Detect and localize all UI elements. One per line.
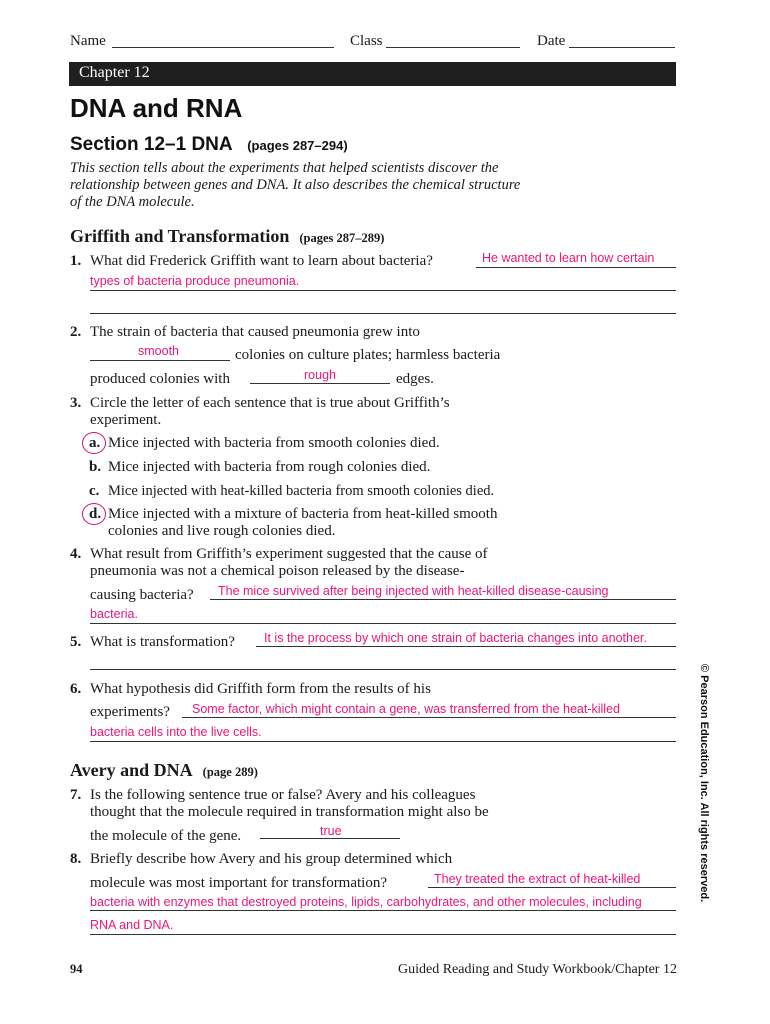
page-title: DNA and RNA	[70, 93, 243, 123]
q6-answer-1: Some factor, which might contain a gene, was transferred from the heat-killed	[192, 702, 620, 716]
q5-answer-line-1[interactable]	[256, 646, 676, 647]
q3-option-b-letter[interactable]: b.	[89, 459, 102, 475]
q3-option-a-letter[interactable]: a.	[89, 435, 101, 451]
q8-answer-3: RNA and DNA.	[90, 918, 174, 932]
q7-text-3: the molecule of the gene.	[90, 828, 242, 844]
q6-text-2: experiments?	[90, 704, 170, 720]
q3-option-c-letter[interactable]: c.	[89, 483, 100, 499]
copyright-side-note: © Pearson Education, Inc. All rights reserved.	[698, 664, 710, 903]
chapter-label: Chapter 12	[79, 64, 150, 81]
q8-answer-1: They treated the extract of heat-killed	[434, 872, 641, 886]
q2-number: 2.	[70, 324, 82, 340]
q5-answer-line-2[interactable]	[90, 669, 676, 670]
q3-option-b-text: Mice injected with bacteria from rough colonies died.	[108, 459, 431, 475]
q4-text-2: pneumonia was not a chemical poison released by the disease-	[90, 563, 465, 579]
date-field[interactable]	[569, 47, 675, 48]
q8-text-1: Briefly describe how Avery and his group determined which	[90, 851, 453, 867]
class-field[interactable]	[386, 47, 520, 48]
q4-text-3: causing bacteria?	[90, 587, 194, 603]
q4-text-1: What result from Griffith’s experiment suggested that the cause of	[90, 546, 488, 562]
q8-number: 8.	[70, 851, 82, 867]
q8-answer-line-2[interactable]	[90, 910, 676, 911]
q2-answer-2: rough	[304, 368, 336, 382]
q6-answer-2: bacteria cells into the live cells.	[90, 725, 262, 739]
q1-answer-line-3[interactable]	[90, 313, 676, 314]
q2-text-1: The strain of bacteria that caused pneumonia grew into	[90, 324, 420, 340]
q1-number: 1.	[70, 253, 82, 269]
griffith-heading	[70, 226, 384, 247]
avery-heading-title: Avery and DNA	[70, 760, 193, 780]
q1-answer-line-2[interactable]	[90, 290, 676, 291]
footer-book-title: Guided Reading and Study Workbook/Chapter 12	[398, 962, 677, 977]
q2-blank-1[interactable]	[90, 360, 230, 361]
section-heading	[70, 134, 348, 156]
q1-answer-line-1[interactable]	[476, 267, 676, 268]
q6-number: 6.	[70, 681, 82, 697]
q3-text-2: experiment.	[90, 412, 162, 428]
q3-option-d-letter[interactable]: d.	[89, 506, 102, 522]
name-field[interactable]	[112, 47, 334, 48]
q3-option-d-cont: colonies and live rough colonies died.	[108, 523, 336, 539]
q7-answer: true	[320, 824, 342, 838]
intro-line: relationship between genes and DNA. It also describes the chemical structure	[70, 177, 521, 193]
q7-text-2: thought that the molecule required in transformation might also be	[90, 804, 489, 820]
q3-option-c-text: Mice injected with heat-killed bacteria from smooth colonies died.	[108, 483, 495, 499]
q1-answer-1: He wanted to learn how certain	[482, 251, 655, 265]
q1-text: What did Frederick Griffith want to learn about bacteria?	[90, 253, 433, 269]
q8-answer-2: bacteria with enzymes that destroyed proteins, lipids, carbohydrates, and other molecules, including	[90, 895, 642, 909]
q2-answer-1: smooth	[138, 344, 179, 358]
intro-line: of the DNA molecule.	[70, 194, 195, 210]
name-label: Name	[70, 33, 106, 49]
class-label: Class	[350, 33, 383, 49]
q8-text-2: molecule was most important for transformation?	[90, 875, 388, 891]
q7-number: 7.	[70, 787, 82, 803]
q3-option-a-text: Mice injected with bacteria from smooth colonies died.	[108, 435, 440, 451]
q1-answer-2: types of bacteria produce pneumonia.	[90, 274, 300, 288]
q4-answer-line-1[interactable]	[210, 599, 676, 600]
q2-text-3: produced colonies with	[90, 371, 230, 387]
q8-answer-line-3[interactable]	[90, 934, 676, 935]
griffith-heading-pages: (pages 287–289)	[299, 231, 385, 245]
date-label: Date	[537, 33, 566, 49]
q2-blank-2[interactable]	[250, 383, 390, 384]
q3-text-1: Circle the letter of each sentence that is true about Griffith’s	[90, 395, 450, 411]
page-number: 94	[70, 962, 83, 976]
section-pages: (pages 287–294)	[247, 138, 348, 153]
q2-text-4: edges.	[396, 371, 434, 387]
avery-heading-pages: (page 289)	[202, 765, 258, 779]
q7-answer-line[interactable]	[260, 838, 400, 839]
intro-line: This section tells about the experiments that helped scientists discover the	[70, 160, 499, 176]
q5-number: 5.	[70, 634, 82, 650]
q5-text: What is transformation?	[90, 634, 235, 650]
q6-answer-line-1[interactable]	[182, 717, 676, 718]
q4-number: 4.	[70, 546, 82, 562]
q2-text-2: colonies on culture plates; harmless bacteria	[235, 347, 501, 363]
q6-text-1: What hypothesis did Griffith form from the results of his	[90, 681, 431, 697]
q4-answer-1: The mice survived after being injected with heat-killed disease-causing	[218, 584, 609, 598]
chapter-bar	[69, 62, 676, 86]
q6-answer-line-2[interactable]	[90, 741, 676, 742]
q4-answer-line-2[interactable]	[90, 623, 676, 624]
q5-answer: It is the process by which one strain of bacteria changes into another.	[264, 631, 647, 645]
section-intro	[70, 160, 520, 211]
q8-answer-line-1[interactable]	[428, 887, 676, 888]
q3-number: 3.	[70, 395, 82, 411]
griffith-heading-title: Griffith and Transformation	[70, 226, 290, 246]
q4-answer-2: bacteria.	[90, 607, 138, 621]
section-title: Section 12–1 DNA	[70, 134, 232, 155]
q7-text-1: Is the following sentence true or false? Avery and his colleagues	[90, 787, 476, 803]
q3-option-d-text: Mice injected with a mixture of bacteria from heat-killed smooth	[108, 506, 498, 522]
avery-heading	[70, 760, 258, 781]
